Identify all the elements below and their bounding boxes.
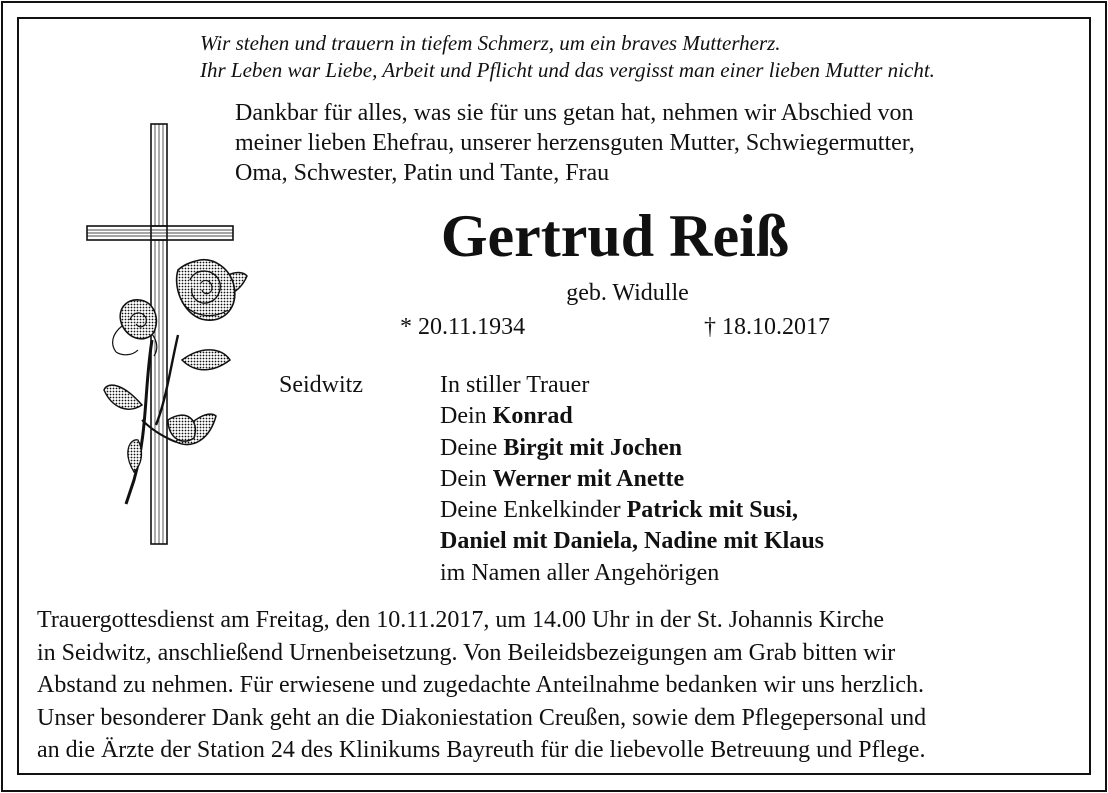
motto-verse	[200, 30, 935, 84]
mourner-prefix: Deine	[440, 434, 504, 461]
intro-line-3: Oma, Schwester, Patin und Tante, Frau	[235, 160, 610, 186]
service-line-2: in Seidwitz, anschließend Urnenbeisetzung. Von Beileidsbezeigungen am Grab bitten wir	[37, 639, 896, 666]
maiden-name: geb. Widulle	[566, 280, 689, 306]
intro-text	[235, 98, 915, 188]
mourners-list	[440, 370, 824, 589]
motto-line-1: Wir stehen und trauern in tiefem Schmerz, um ein braves Mutterherz.	[200, 31, 781, 55]
mourner-row	[440, 401, 824, 432]
death-date: † 18.10.2017	[704, 314, 830, 340]
mourner-name: Daniel mit Daniela, Nadine mit Klaus	[440, 528, 825, 555]
service-line-4: Unser besonderer Dank geht an die Diakoniestation Creußen, sowie dem Pflegepersonal und	[37, 704, 927, 731]
mourner-row	[440, 495, 824, 526]
mourner-prefix: Dein	[440, 465, 493, 492]
mourner-row	[440, 464, 824, 495]
intro-line-1: Dankbar für alles, was sie für uns getan hat, nehmen wir Abschied von	[235, 100, 914, 126]
mourner-prefix: Deine Enkelkinder	[440, 497, 627, 524]
motto-line-2: Ihr Leben war Liebe, Arbeit und Pflicht und das vergisst man einer lieben Mutter nicht.	[200, 58, 935, 82]
mourner-name: Konrad	[492, 403, 573, 430]
cross-with-rose-icon	[82, 120, 252, 550]
mourners-closing: im Namen aller Angehörigen	[440, 559, 720, 586]
mourners-heading: In stiller Trauer	[440, 372, 590, 398]
place-name: Seidwitz	[279, 372, 363, 398]
mourner-name: Patrick mit Susi,	[626, 497, 798, 524]
service-line-3: Abstand zu nehmen. Für erwiesene und zugedachte Anteilnahme bedanken wir uns herzlich.	[37, 672, 925, 698]
mourner-prefix: Dein	[440, 403, 493, 430]
mourner-name: Birgit mit Jochen	[503, 434, 682, 461]
service-line-1: Trauergottesdienst am Freitag, den 10.11.2017, um 14.00 Uhr in der St. Johannis Kirche	[37, 607, 885, 633]
mourner-name: Werner mit Anette	[492, 465, 685, 492]
service-line-5: an die Ärzte der Station 24 des Klinikums Bayreuth für die liebevolle Betreuung und Pflege.	[37, 737, 926, 763]
mourner-row	[440, 526, 824, 557]
birth-date: * 20.11.1934	[400, 314, 526, 340]
mourner-row	[440, 433, 824, 464]
service-notice	[37, 604, 926, 767]
intro-line-2: meiner lieben Ehefrau, unserer herzensguten Mutter, Schwiegermutter,	[235, 130, 915, 156]
deceased-name: Gertrud Reiß	[440, 203, 790, 269]
